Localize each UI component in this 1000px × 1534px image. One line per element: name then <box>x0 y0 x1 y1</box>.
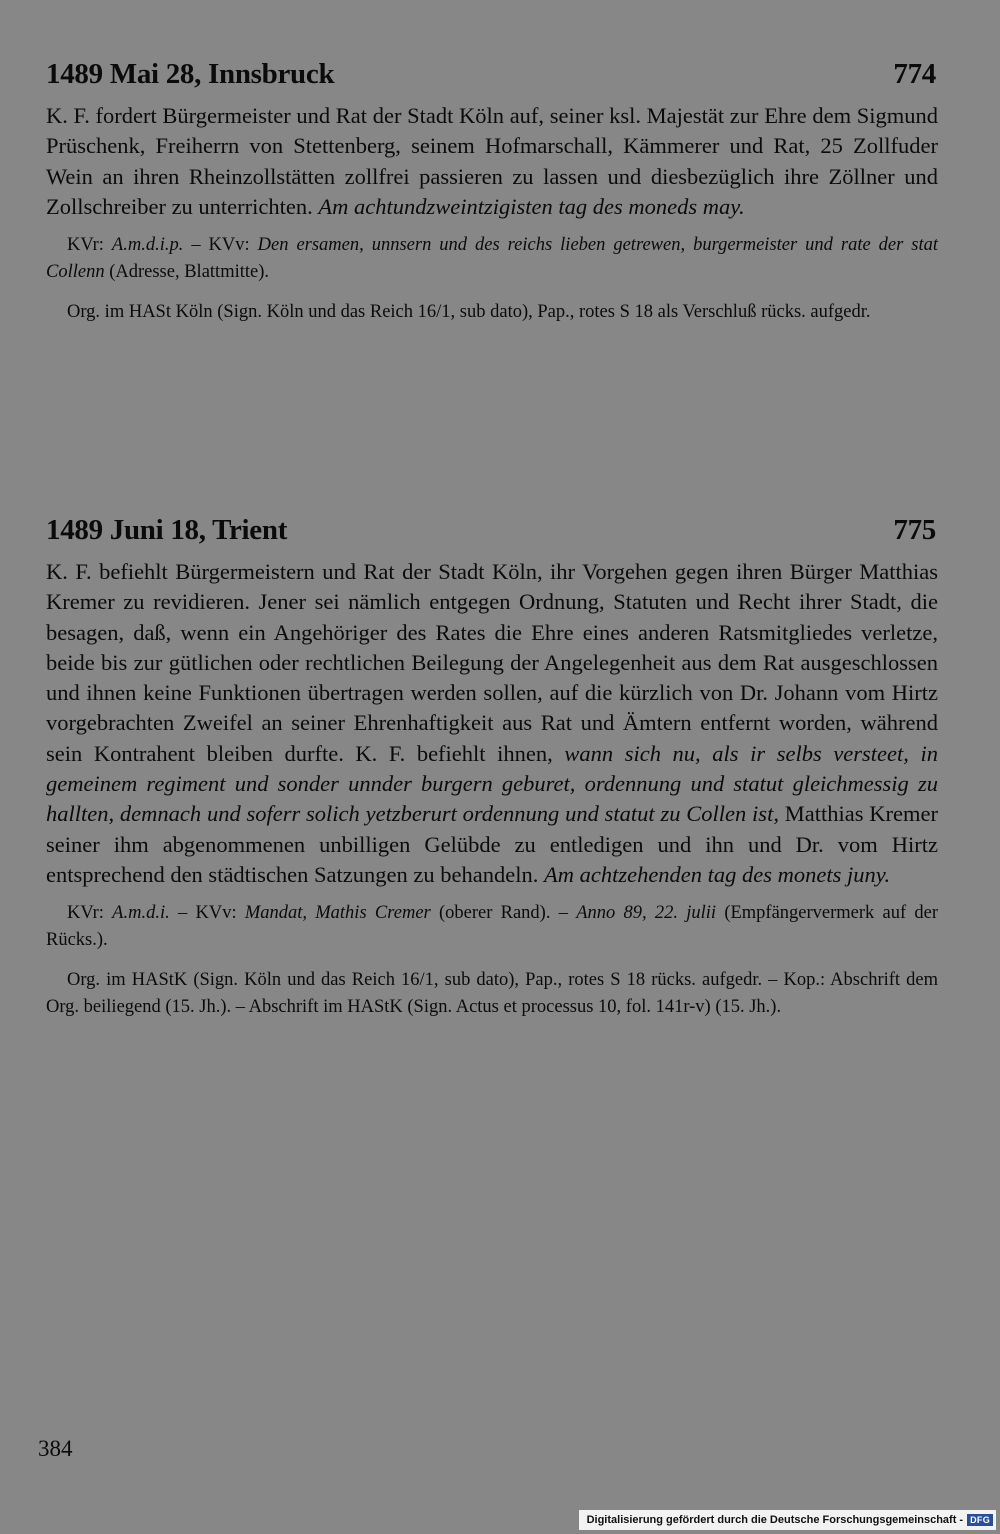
entry-774 <box>46 58 938 326</box>
dfg-logo: DFG <box>967 1514 993 1526</box>
note-kvv: Mandat, Mathis Cremer <box>244 903 431 924</box>
note-kvv-label: – KVv: <box>177 903 237 924</box>
summary-text: K. F. fordert Bürgermeister und Rat der Stadt Köln auf, seiner ksl. Majestät zur Ehre dem Sigmund Prüschenk, Freiherrn von Stettenberg, seinem Hofmarschall, Kämmerer und Rat, 25 Zollfuder Wein an ihren Rheinzollstätten zollfrei passieren zu lassen und diesbezüglich ihre Zöllner und Zollschreiber zu unterrichten. <box>46 103 938 219</box>
note-kvr-label: KVr: <box>67 235 104 256</box>
entry-number: 774 <box>893 58 936 90</box>
note-tail: (Empfängervermerk auf der Rücks.). <box>46 903 939 951</box>
entry-source: Org. im HAStK (Sign. Köln und das Reich 16/1, sub dato), Pap., rotes S 18 rücks. aufgedr. – Kop.: Abschrift dem Org. beiliegend (15. Jh.). – Abschrift im HAStK (Sign. Actus et processus 10, fol. 141r-v) (15. Jh.). <box>46 970 938 1018</box>
summary-text-continued: Matthias Kremer seiner ihm abgenommenen unbilligen Gelübde zu entledigen und ihn und Dr. vom Hirtz entsprechend den städtischen Satzungen zu behandeln. <box>46 801 939 887</box>
note-kvv: Den ersamen, unnsern und des reichs lieben getrewen, burgermeister und rate der stat Collenn <box>46 235 939 283</box>
digitization-footer <box>579 1510 996 1530</box>
footer-text: Digitalisierung gefördert durch die Deutsche Forschungsgemeinschaft - <box>586 1514 964 1526</box>
note-anno: Anno 89, 22. julii <box>576 903 717 924</box>
summary-text: K. F. befiehlt Bürgermeistern und Rat der Stadt Köln, ihr Vorgehen gegen ihren Bürger Matthias Kremer zu revidieren. Jener sei nämlich entgegen Ordnung, Statuten und Recht ihrer Stadt, die besagen, daß, wenn ein Angehöriger des Rates die Ehre eines anderen Ratsmitgliedes verletze, beide bis zur gütlichen oder rechtlichen Beilegung der Angelegenheit aus dem Rat ausgeschlossen und ihnen keine Funktionen übertragen werden sollen, auf die kürzlich von Dr. Johann vom Hirtz vorgebrachten Zweifel an seiner Ehrenhaftigkeit aus Rat und Ämtern entfernt worden, während sein Kontrahent bleiben durfte. K. F. befiehlt ihnen, <box>46 559 938 766</box>
entry-775 <box>46 514 938 1021</box>
entry-note <box>46 900 938 954</box>
entry-date-place: 1489 Juni 18, Trient <box>46 514 288 546</box>
page-number: 384 <box>38 1436 73 1461</box>
note-mid: (oberer Rand). – <box>438 903 568 924</box>
entry-note <box>46 232 938 286</box>
note-tail: (Adresse, Blattmitte). <box>109 262 269 283</box>
note-kvv-label: – KVv: <box>191 235 250 256</box>
note-kvr: A.m.d.i. <box>112 903 170 924</box>
entry-heading <box>46 58 938 91</box>
entry-summary <box>46 101 938 222</box>
entry-heading <box>46 514 938 547</box>
summary-date: Am achtzehenden tag des monets juny. <box>543 861 891 887</box>
note-kvr-label: KVr: <box>67 903 104 924</box>
entry-date-place: 1489 Mai 28, Innsbruck <box>46 58 335 90</box>
note-kvr: A.m.d.i.p. <box>111 235 184 256</box>
entry-summary <box>46 557 938 890</box>
entry-source: Org. im HASt Köln (Sign. Köln und das Reich 16/1, sub dato), Pap., rotes S 18 als Verschluß rücks. aufgedr. <box>67 302 871 323</box>
summary-quote: wann sich nu, als ir selbs versteet, in gemeinem regiment und sonder unnder burgern geburet, ordennung und statut gleichmessig zu hallten, demnach und soferr solich yetzberurt ordennung und statut zu Collen ist, <box>46 740 939 827</box>
entry-number: 775 <box>893 514 936 546</box>
summary-date: Am achtundzweintzigisten tag des moneds may. <box>318 193 745 219</box>
